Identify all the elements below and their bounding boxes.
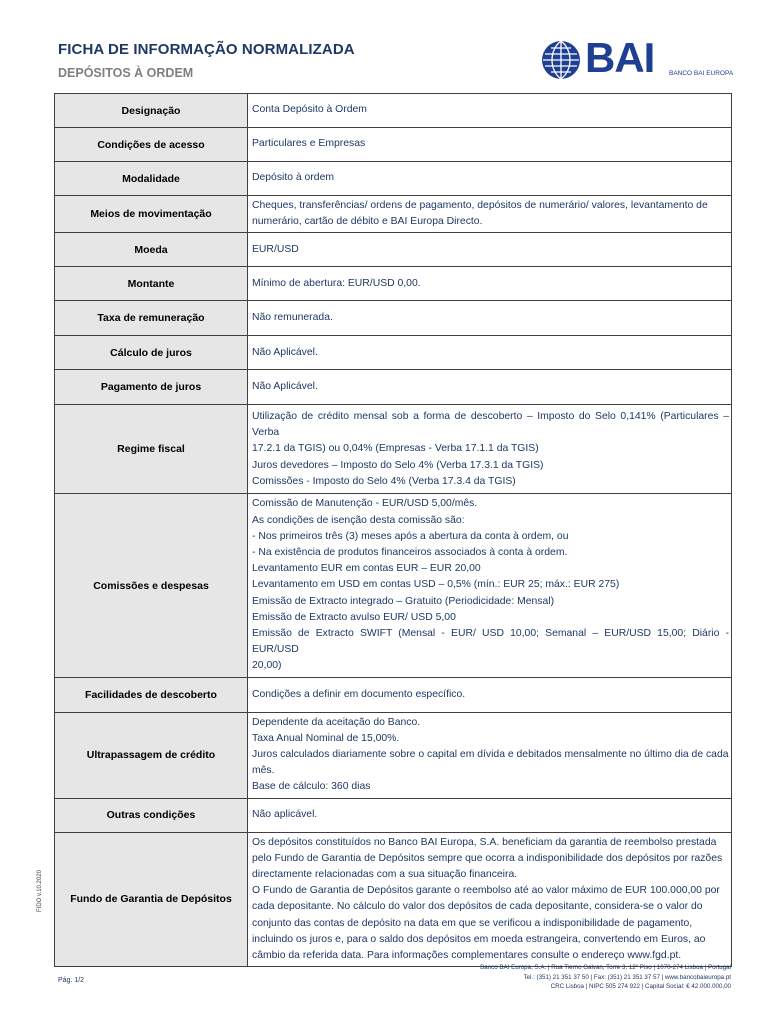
value-line: Não Aplicável.: [252, 381, 318, 393]
value-line: câmbio da referida data. Para informações complementares consulte o endereço www.fgd.pt.: [252, 950, 682, 962]
value-line: EUR/USD: [252, 243, 299, 255]
footer: [480, 963, 731, 992]
info-table: [54, 93, 732, 967]
row-label-facilidades-descoberto: Facilidades de descoberto: [55, 677, 248, 712]
value-line: Juros devedores – Imposto do Selo 4% (Verba 17.3.1 da TGIS): [252, 459, 544, 471]
value-line: Base de cálculo: 360 dias: [252, 781, 371, 793]
table-row: [55, 267, 732, 301]
value-line: Dependente da aceitação do Banco.: [252, 716, 421, 728]
table-row: [55, 162, 732, 196]
row-value-taxa-remuneracao: [248, 301, 732, 336]
table-row: [55, 301, 732, 336]
value-line: Levantamento em USD em contas USD – 0,5% (mín.: EUR 25; máx.: EUR 275): [252, 579, 620, 591]
value-line: - Nos primeiros três (3) meses após a abertura da conta à ordem, ou: [252, 530, 569, 542]
row-value-ultrapassagem-credito: [248, 712, 732, 798]
value-line: - Na existência de produtos financeiros associados à conta à ordem.: [252, 547, 568, 559]
row-value-regime-fiscal: [248, 405, 732, 494]
row-value-pagamento-juros: [248, 370, 732, 405]
table-row: [55, 196, 732, 233]
row-value-fundo-garantia: [248, 832, 732, 967]
row-label-montante: Montante: [55, 267, 248, 301]
footer-registration: CRC Lisboa | NIPC 505 274 922 | Capital Social: € 42.000.000,00: [550, 983, 731, 990]
row-label-ultrapassagem-credito: Ultrapassagem de crédito: [55, 712, 248, 798]
value-line: Não Aplicável.: [252, 346, 318, 358]
value-line: 20,00): [252, 660, 282, 672]
table-row: [55, 94, 732, 128]
value-line: Emissão de Extracto SWIFT (Mensal - EUR/ USD 10,00; Semanal – EUR/USD 15,00; Diário - EUR/USD: [252, 628, 729, 656]
footer-address: Banco BAI Europa, S.A. | Rua Tierno Galvan, Torre 3, 12º Piso | 1070-274 Lisboa | Portugal: [480, 964, 731, 971]
row-label-outras-condicoes: Outras condições: [55, 798, 248, 832]
value-line: Juros calculados diariamente sobre o capital em dívida e debitados mensalmente no último dia de cada: [252, 749, 729, 761]
row-value-modalidade: [248, 162, 732, 196]
row-label-modalidade: Modalidade: [55, 162, 248, 196]
table-row: [55, 494, 732, 677]
row-label-moeda: Moeda: [55, 233, 248, 267]
globe-icon: [541, 40, 581, 80]
footer-contacts: Tel.: (351) 21 351 37 50 | Fax: (351) 21 351 37 57 | www.bancobaieuropa.pt: [523, 973, 731, 981]
value-line: pelo Fundo de Garantia de Depósitos sempre que ocorra a indisponibilidade dos depósitos por razões: [252, 852, 723, 864]
value-line: Conta Depósito à Ordem: [252, 104, 367, 116]
value-line: Particulares e Empresas: [252, 138, 366, 150]
table-row: [55, 677, 732, 712]
table-row: [55, 370, 732, 405]
table-row: [55, 128, 732, 162]
row-label-meios-movimentacao: Meios de movimentação: [55, 196, 248, 233]
value-line: Cheques, transferências/ ordens de pagamento, depósitos de numerário/ valores, levantamento de: [252, 200, 708, 211]
row-value-designacao: [248, 94, 732, 128]
row-label-comissoes-despesas: Comissões e despesas: [55, 494, 248, 677]
row-label-designacao: Designação: [55, 94, 248, 128]
value-line: Condições a definir em documento específico.: [252, 688, 466, 700]
value-line: As condições de isenção desta comissão são:: [252, 514, 465, 526]
row-value-comissoes-despesas: [248, 494, 732, 677]
row-label-calculo-juros: Cálculo de juros: [55, 336, 248, 370]
value-line: Não remunerada.: [252, 312, 333, 324]
table-row: [55, 832, 732, 967]
logo-text: BAI: [585, 34, 655, 81]
row-label-pagamento-juros: Pagamento de juros: [55, 370, 248, 405]
value-line: Comissão de Manutenção - EUR/USD 5,00/mês.: [252, 498, 478, 510]
value-line: Emissão de Extracto integrado – Gratuito (Periodicidade: Mensal): [252, 595, 555, 607]
value-line: conjunto das contas de depósito na data em que se verificou a indisponibilidade de pagamento,: [252, 917, 693, 929]
value-line: Depósito à ordem: [252, 172, 335, 184]
row-label-condicoes-acesso: Condições de acesso: [55, 128, 248, 162]
row-value-outras-condicoes: [248, 798, 732, 832]
page-number: Pág. 1/2: [58, 977, 85, 984]
value-line: Os depósitos constituídos no Banco BAI Europa, S.A. beneficiam da garantia de reembolso prestada: [252, 836, 717, 848]
document-title: FICHA DE INFORMAÇÃO NORMALIZADA: [58, 41, 355, 58]
value-line: Levantamento EUR em contas EUR – EUR 20,00: [252, 563, 481, 575]
value-line: 17.2.1 da TGIS) ou 0,04% (Empresas - Verba 17.1.1 da TGIS): [252, 443, 539, 455]
table-row: [55, 405, 732, 494]
value-line: directamente relacionadas com a sua situação financeira.: [252, 869, 518, 881]
value-line: Comissões - Imposto do Selo 4% (Verba 17.3.4 da TGIS): [252, 475, 516, 487]
value-line: Emissão de Extracto avulso EUR/ USD 5,00: [252, 611, 456, 623]
value-line: Utilização de crédito mensal sob a forma de descoberto – Imposto do Selo 0,141% (Particulares – Verba: [252, 410, 729, 439]
row-label-taxa-remuneracao: Taxa de remuneração: [55, 301, 248, 336]
table-row: [55, 233, 732, 267]
value-line: mês.: [252, 765, 275, 777]
row-value-montante: [248, 267, 732, 301]
value-line: Não aplicável.: [252, 809, 318, 821]
row-label-regime-fiscal: Regime fiscal: [55, 405, 248, 494]
row-value-moeda: [248, 233, 732, 267]
document-subtitle: DEPÓSITOS À ORDEM: [58, 66, 194, 80]
table-row: [55, 336, 732, 370]
table-row: [55, 798, 732, 832]
value-line: numerário, cartão de débito e BAI Europa Directo.: [252, 216, 483, 228]
row-value-calculo-juros: [248, 336, 732, 370]
table-row: [55, 712, 732, 798]
value-line: incluindo os juros e, para o saldo dos depósitos em moeda estrangeira, convertendo em Euros, ao: [252, 933, 706, 945]
document-code: FIDO v.10.2020: [37, 870, 43, 912]
value-line: Taxa Anual Nominal de 15,00%.: [252, 732, 400, 744]
row-value-meios-movimentacao: [248, 196, 732, 233]
row-value-facilidades-descoberto: [248, 677, 732, 712]
value-line: Mínimo de abertura: EUR/USD 0,00.: [252, 277, 421, 289]
row-label-fundo-garantia: Fundo de Garantia de Depósitos: [55, 832, 248, 967]
value-line: cada depositante. No cálculo do valor dos depósitos de cada depositante, considera-se o valor do: [252, 901, 703, 913]
logo-subtext: BANCO BAI EUROPA: [669, 70, 734, 77]
value-line: O Fundo de Garantia de Depósitos garante o reembolso até ao valor máximo de EUR 100.000,00 por: [252, 885, 720, 897]
row-value-condicoes-acesso: [248, 128, 732, 162]
bai-logo: [541, 34, 736, 84]
